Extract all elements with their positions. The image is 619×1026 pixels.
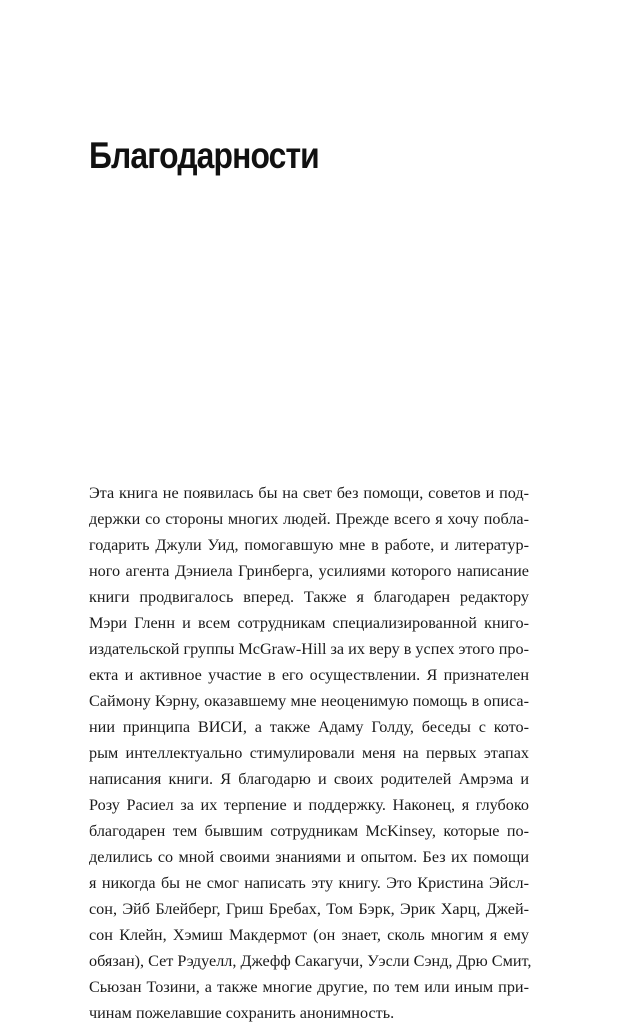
text-line-6: Мэри Гленн и всем сотрудникам специализированной книго-: [89, 614, 529, 632]
text-line-7: издательской группы McGraw-Hill за их веру в успех этого про-: [89, 640, 529, 658]
text-line-2: держки со стороны многих людей. Прежде всего я хочу побла-: [89, 510, 529, 528]
text-line-20: Сьюзан Тозини, а также многие другие, по тем или иным при-: [89, 978, 529, 996]
text-line-4: ного агента Дэниела Гринберга, усилиями которого написание: [89, 562, 529, 580]
text-line-5: книги продвигалось вперед. Также я благодарен редактору: [89, 588, 529, 606]
text-line-9: Саймону Кэрну, оказавшему мне неоценимую помощь в описа-: [89, 692, 529, 710]
text-line-13: Розу Расиел за их терпение и поддержку. Наконец, я глубоко: [89, 796, 529, 814]
text-line-19: обязан), Сет Рэдуелл, Джефф Сакагучи, Уэсли Сэнд, Дрю Смит,: [89, 952, 532, 970]
text-line-16: я никогда бы не смог написать эту книгу. Это Кристина Эйсл-: [89, 874, 529, 892]
text-line-11: рым интеллектуально стимулировали меня на первых этапах: [89, 744, 529, 762]
text-line-17: сон, Эйб Блейберг, Гриш Бребах, Том Бэрк, Эрик Харц, Джей-: [89, 900, 529, 918]
text-line-21: чинам пожелавшие сохранить анонимность.: [89, 1004, 395, 1022]
text-line-10: нии принципа ВИСИ, а также Адаму Голду, беседы с кото-: [89, 718, 529, 736]
text-line-8: екта и активное участие в его осуществлении. Я признателен: [89, 666, 529, 684]
acknowledgements-paragraph: [89, 480, 532, 1026]
text-line-12: написания книги. Я благодарю и своих родителей Амрэма и: [89, 770, 529, 788]
text-line-14: благодарен тем бывшим сотрудникам McKinsey, которые по-: [89, 822, 529, 840]
text-line-3: годарить Джули Уид, помогавшую мне в работе, и литератур-: [89, 536, 529, 554]
text-line-1: Эта книга не появилась бы на свет без помощи, советов и под-: [89, 484, 529, 502]
text-line-18: сон Клейн, Хэмиш Макдермот (он знает, сколь многим я ему: [89, 926, 529, 944]
text-line-15: делились со мной своими знаниями и опытом. Без их помощи: [89, 848, 529, 866]
page-title: Благодарности: [89, 135, 319, 176]
